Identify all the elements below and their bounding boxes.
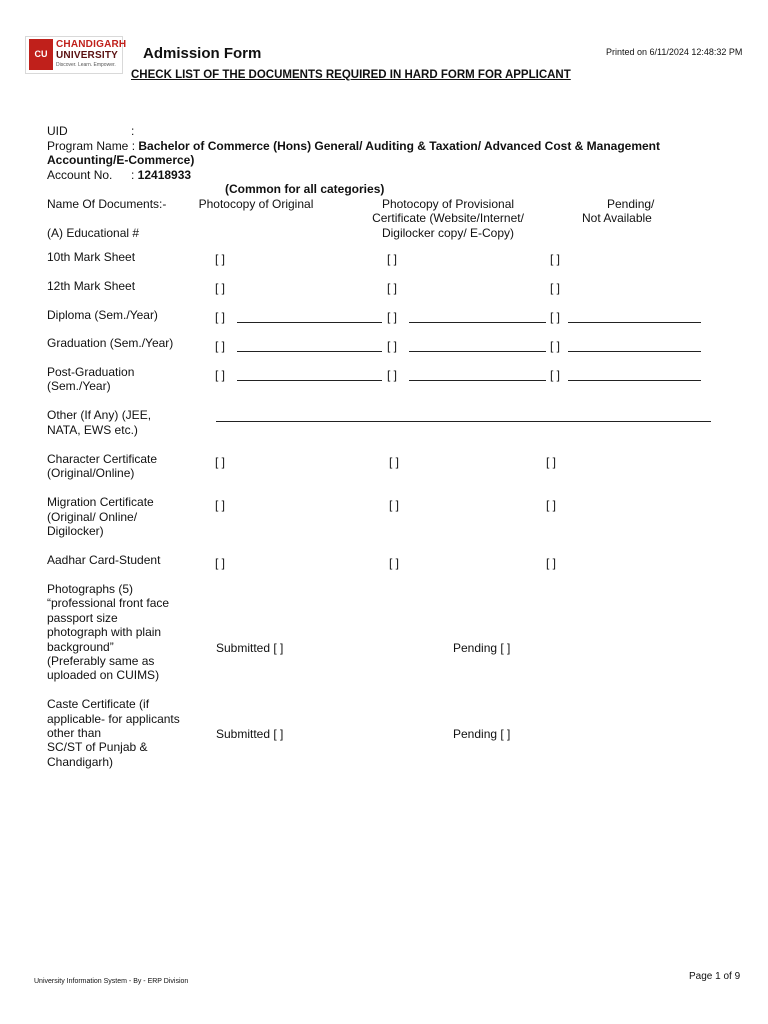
- account-label: Account No.: [47, 168, 113, 182]
- checkbox-pg-original[interactable]: [ ]: [215, 368, 226, 382]
- program-name-row: [47, 139, 660, 154]
- name-of-documents-header: Name Of Documents:-: [47, 197, 167, 211]
- blank-line[interactable]: [237, 351, 382, 352]
- col-provisional-line3: Digilocker copy/ E-Copy): [381, 226, 515, 240]
- checkbox-graduation-provisional[interactable]: [ ]: [387, 339, 398, 353]
- logo-tagline: Discover. Learn. Empower.: [56, 62, 116, 68]
- photographs-submitted-checkbox[interactable]: Submitted [ ]: [216, 641, 284, 655]
- checkbox-aadhar-pending[interactable]: [ ]: [546, 556, 557, 570]
- account-row: [131, 168, 191, 183]
- checkbox-diploma-pending[interactable]: [ ]: [550, 310, 561, 324]
- logo-emblem: CU: [29, 39, 53, 70]
- program-value-cont: Accounting/E-Commerce): [47, 153, 195, 167]
- doc-photographs-cont: (Preferably same as: [47, 654, 155, 668]
- checkbox-migration-provisional[interactable]: [ ]: [389, 498, 400, 512]
- blank-line[interactable]: [568, 351, 701, 352]
- doc-migration-certificate-cont2: Digilocker): [47, 524, 104, 538]
- account-value: 12418933: [137, 168, 192, 182]
- doc-photographs-cont: background”: [47, 640, 114, 654]
- university-logo: [25, 36, 127, 74]
- checkbox-pg-provisional[interactable]: [ ]: [387, 368, 398, 382]
- doc-photographs-cont: photograph with plain: [47, 625, 162, 639]
- checkbox-10th-pending[interactable]: [ ]: [550, 252, 561, 266]
- checkbox-aadhar-original[interactable]: [ ]: [215, 556, 226, 570]
- checkbox-10th-provisional[interactable]: [ ]: [387, 252, 398, 266]
- caste-pending-checkbox[interactable]: Pending [ ]: [453, 727, 511, 741]
- doc-photographs-cont: passport size: [47, 611, 118, 625]
- doc-caste-certificate: Caste Certificate (if: [47, 697, 150, 711]
- doc-other-cont: NATA, EWS etc.): [47, 423, 138, 437]
- photographs-pending-checkbox[interactable]: Pending [ ]: [453, 641, 511, 655]
- doc-post-graduation-cont: (Sem./Year): [47, 379, 111, 393]
- doc-caste-certificate-cont: applicable- for applicants: [47, 712, 180, 726]
- printed-timestamp: Printed on 6/11/2024 12:48:32 PM: [606, 47, 743, 57]
- checkbox-migration-pending[interactable]: [ ]: [546, 498, 557, 512]
- doc-photographs-cont: “professional front face: [47, 596, 170, 610]
- blank-line[interactable]: [568, 322, 701, 323]
- blank-line[interactable]: [409, 380, 546, 381]
- checkbox-diploma-provisional[interactable]: [ ]: [387, 310, 398, 324]
- doc-diploma: Diploma (Sem./Year): [47, 308, 158, 322]
- checkbox-character-original[interactable]: [ ]: [215, 455, 226, 469]
- checkbox-diploma-original[interactable]: [ ]: [215, 310, 226, 324]
- checkbox-12th-original[interactable]: [ ]: [215, 281, 226, 295]
- checkbox-character-pending[interactable]: [ ]: [546, 455, 557, 469]
- checkbox-pg-pending[interactable]: [ ]: [550, 368, 561, 382]
- doc-post-graduation: Post-Graduation: [47, 365, 135, 379]
- col-pending-line1: Pending/: [607, 197, 655, 211]
- doc-photographs: Photographs (5): [47, 582, 134, 596]
- doc-aadhar-card: Aadhar Card-Student: [47, 553, 161, 567]
- checkbox-graduation-pending[interactable]: [ ]: [550, 339, 561, 353]
- col-photocopy-original: Photocopy of Original: [198, 197, 314, 211]
- blank-line[interactable]: [409, 351, 546, 352]
- doc-photographs-cont: uploaded on CUIMS): [47, 668, 160, 682]
- doc-other: Other (If Any) (JEE,: [47, 408, 152, 422]
- doc-caste-certificate-cont: SC/ST of Punjab &: [47, 740, 148, 754]
- logo-name-line1: CHANDIGARH: [56, 39, 127, 50]
- uid-label: UID: [47, 124, 68, 138]
- doc-caste-certificate-cont: Chandigarh): [47, 755, 114, 769]
- doc-caste-certificate-cont: other than: [47, 726, 102, 740]
- doc-migration-certificate: Migration Certificate: [47, 495, 154, 509]
- blank-line[interactable]: [237, 322, 382, 323]
- doc-10th-marksheet: 10th Mark Sheet: [47, 250, 136, 264]
- checklist-title: CHECK LIST OF THE DOCUMENTS REQUIRED IN HARD FORM FOR APPLICANT: [131, 69, 571, 81]
- checkbox-10th-original[interactable]: [ ]: [215, 252, 226, 266]
- col-provisional-line2: Certificate (Website/Internet/: [372, 211, 524, 225]
- doc-graduation: Graduation (Sem./Year): [47, 336, 174, 350]
- logo-name-line2: UNIVERSITY: [56, 50, 119, 61]
- doc-character-certificate: Character Certificate: [47, 452, 158, 466]
- checkbox-aadhar-provisional[interactable]: [ ]: [389, 556, 400, 570]
- checkbox-character-provisional[interactable]: [ ]: [389, 455, 400, 469]
- col-pending-line2: Not Available: [582, 211, 652, 225]
- doc-12th-marksheet: 12th Mark Sheet: [47, 279, 136, 293]
- caste-submitted-checkbox[interactable]: Submitted [ ]: [216, 727, 284, 741]
- other-blank-line[interactable]: [216, 421, 711, 422]
- blank-line[interactable]: [409, 322, 546, 323]
- footer-system-text: University Information System - By - ERP Division: [34, 978, 189, 985]
- program-value: Bachelor of Commerce (Hons) General/ Auditing & Taxation/ Advanced Cost & Management: [138, 139, 660, 153]
- blank-line[interactable]: [237, 380, 382, 381]
- form-title: Admission Form: [143, 45, 262, 62]
- checkbox-migration-original[interactable]: [ ]: [215, 498, 226, 512]
- checkbox-graduation-original[interactable]: [ ]: [215, 339, 226, 353]
- doc-migration-certificate-cont: (Original/ Online/: [47, 510, 138, 524]
- uid-colon: :: [131, 124, 135, 138]
- doc-character-certificate-cont: (Original/Online): [47, 466, 135, 480]
- col-provisional-line1: Photocopy of Provisional: [381, 197, 515, 211]
- blank-line[interactable]: [568, 380, 701, 381]
- educational-header: (A) Educational #: [47, 226, 140, 240]
- checkbox-12th-provisional[interactable]: [ ]: [387, 281, 398, 295]
- account-colon: :: [131, 168, 138, 182]
- program-label: Program Name :: [47, 139, 139, 153]
- common-categories-note: (Common for all categories): [225, 182, 385, 196]
- checkbox-12th-pending[interactable]: [ ]: [550, 281, 561, 295]
- page-number: Page 1 of 9: [689, 971, 741, 982]
